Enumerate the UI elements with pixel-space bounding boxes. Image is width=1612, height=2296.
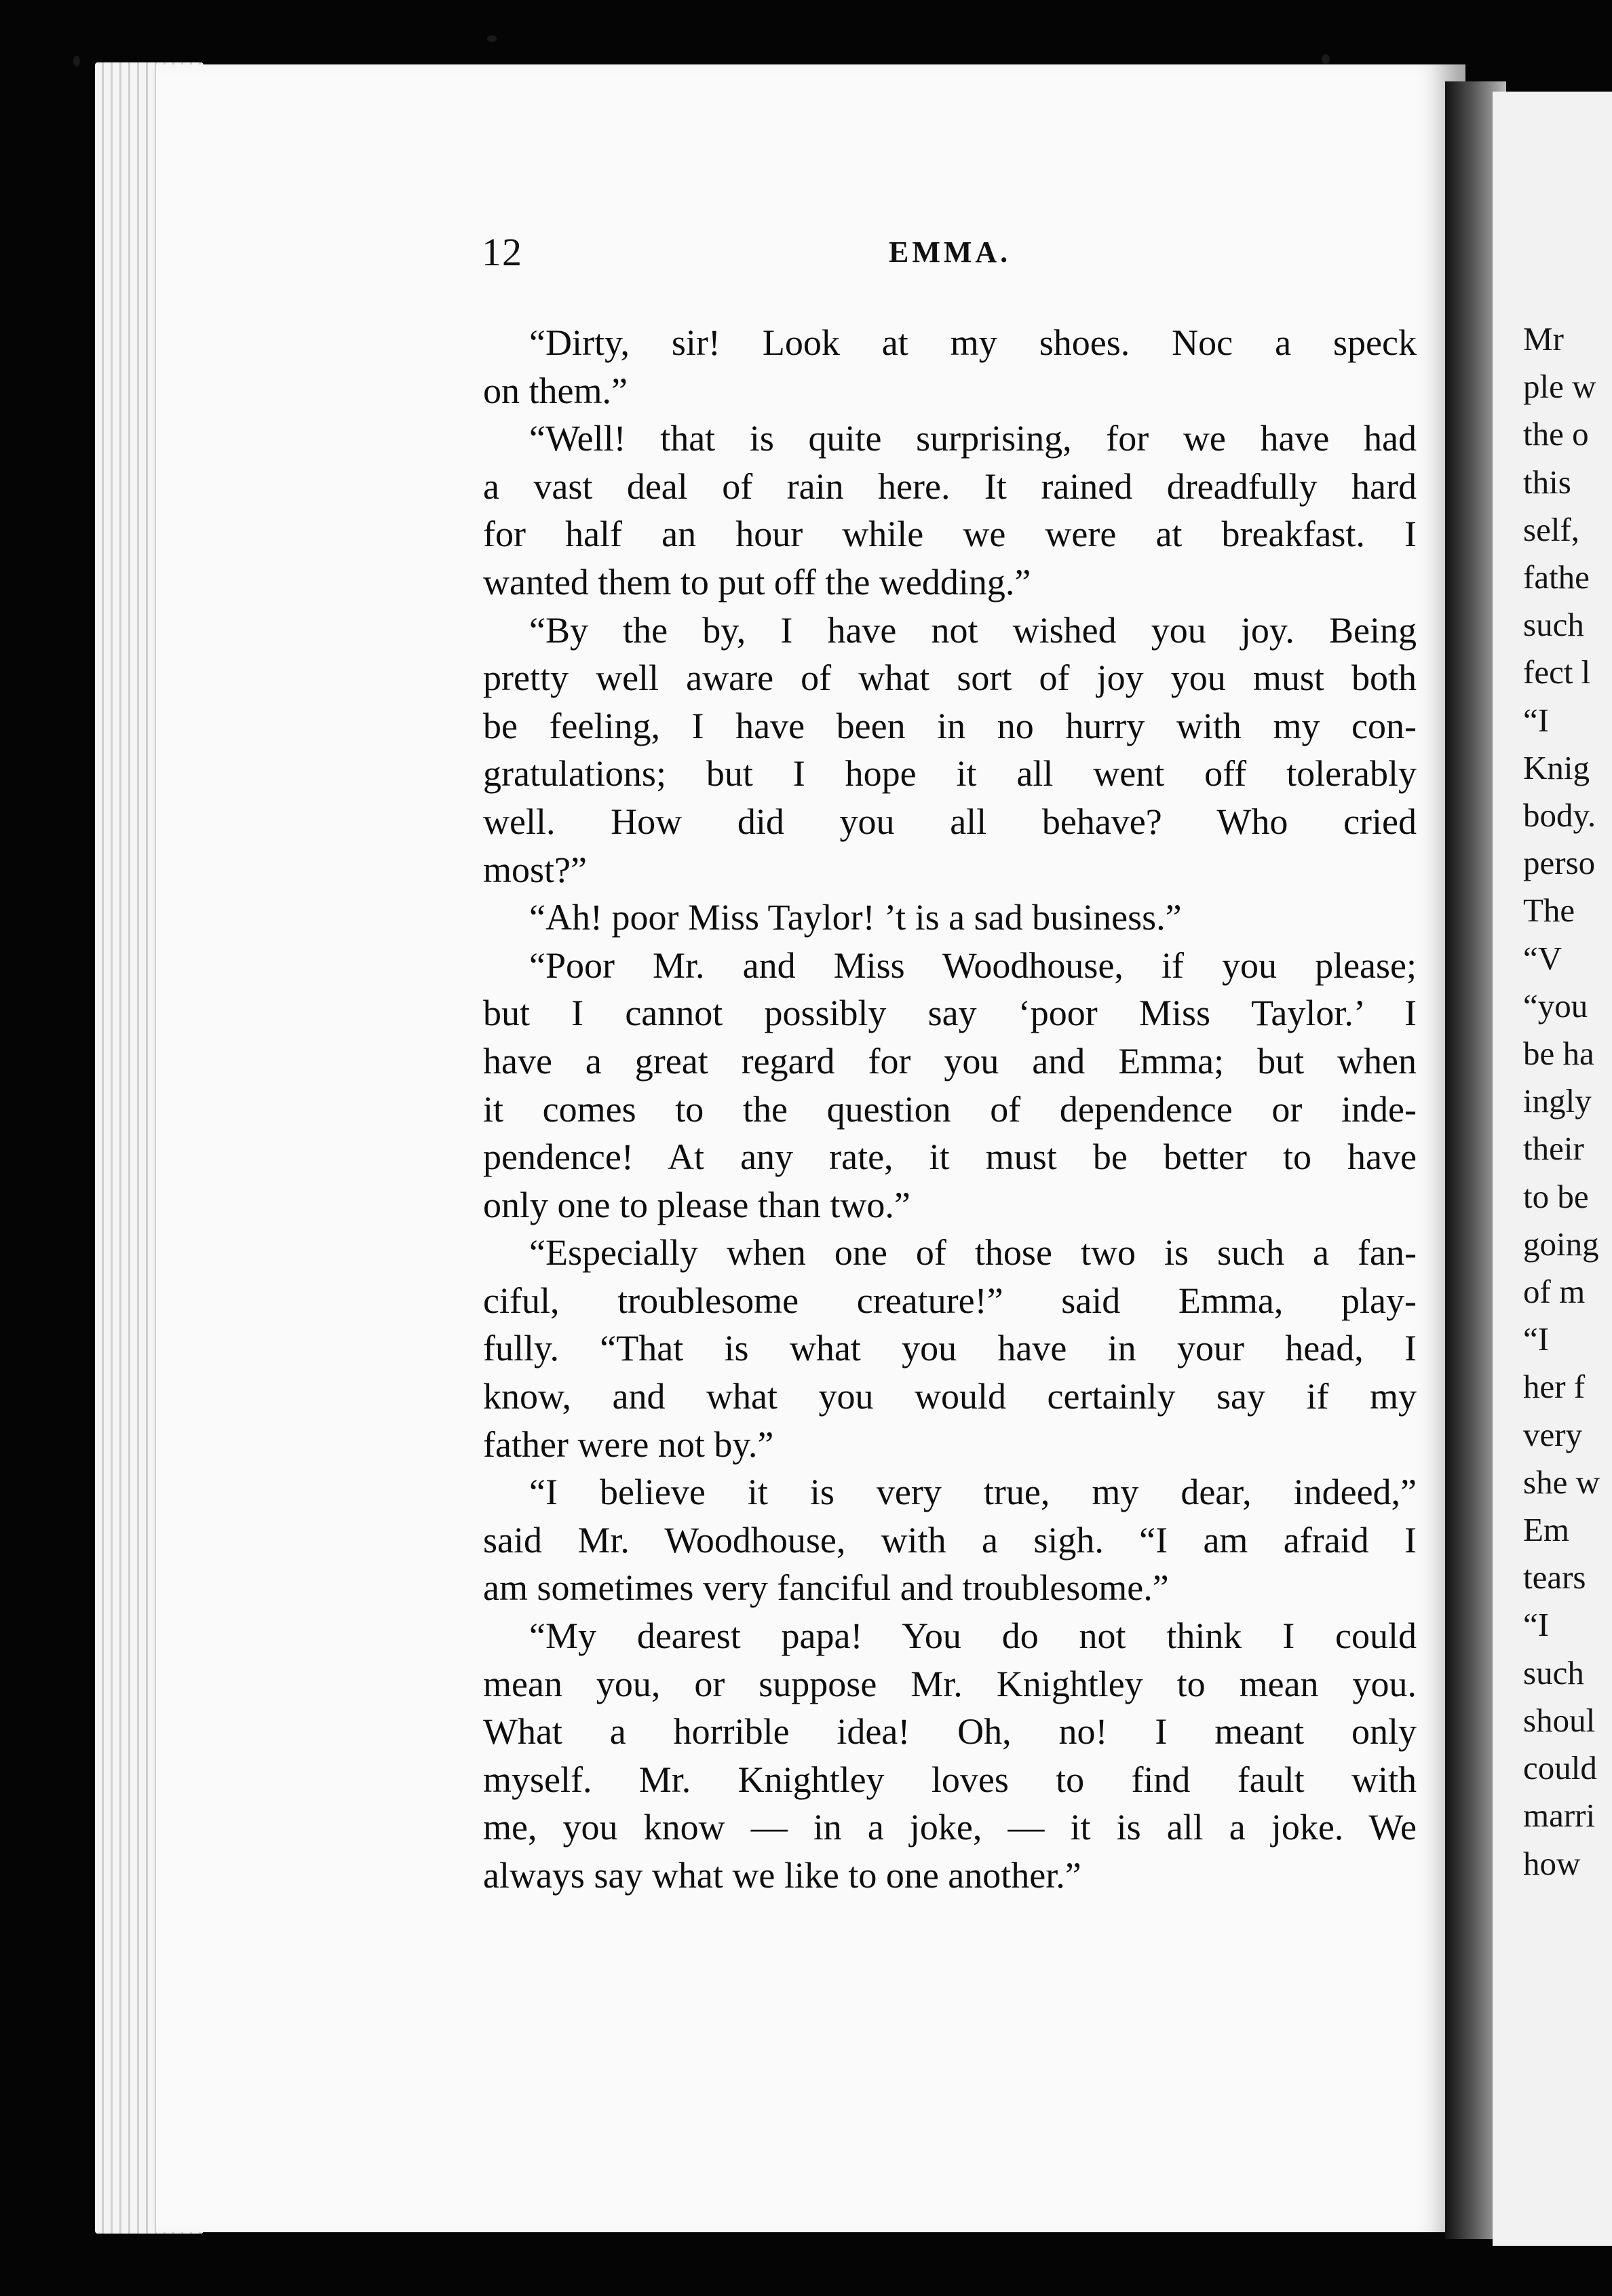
running-head — [482, 229, 1418, 277]
text-line: “Well! that is quite surprising, for we have had — [529, 418, 1417, 459]
scan-speck — [487, 35, 497, 42]
facing-line: Knig — [1523, 748, 1590, 786]
facing-line: Em — [1523, 1511, 1570, 1549]
body-text — [483, 319, 1417, 1900]
text-line: father were not by.” — [483, 1423, 774, 1465]
facing-line: The — [1523, 892, 1575, 930]
scan-speck — [73, 56, 80, 66]
facing-line: such — [1523, 606, 1584, 644]
text-line: said Mr. Woodhouse, with a sigh. “I am afraid I — [483, 1519, 1417, 1561]
text-line: “I believe it is very true, my dear, indeed,” — [529, 1472, 1417, 1513]
facing-line: how — [1523, 1844, 1581, 1882]
facing-line: ingly — [1523, 1082, 1592, 1120]
facing-line: perso — [1523, 844, 1596, 882]
text-line: mean you, or suppose Mr. Knightley to mean you. — [483, 1663, 1417, 1704]
text-line: “Especially when one of those two is such a fan- — [529, 1232, 1417, 1274]
text-line: but I cannot possibly say ‘poor Miss Taylor.’ I — [483, 993, 1417, 1034]
text-line: pretty well aware of what sort of joy you must both — [483, 657, 1417, 699]
text-line: “Dirty, sir! Look at my shoes. Noc a speck — [529, 322, 1417, 363]
facing-page — [1493, 92, 1612, 2246]
text-line: have a great regard for you and Emma; but when — [483, 1040, 1417, 1082]
page-number: 12 — [482, 230, 522, 274]
text-line: be feeling, I have been in no hurry with my con- — [483, 705, 1417, 746]
facing-line: she w — [1523, 1463, 1600, 1501]
facing-line: her f — [1523, 1368, 1586, 1406]
text-line: know, and what you would certainly say if my — [483, 1376, 1417, 1417]
text-line: myself. Mr. Knightley loves to find fault with — [483, 1759, 1417, 1800]
scan-speck — [1322, 54, 1330, 64]
text-line: am sometimes very fanciful and troublesome.” — [483, 1567, 1169, 1609]
facing-line: such — [1523, 1653, 1584, 1691]
facing-line: body. — [1523, 797, 1596, 835]
text-line: “Poor Mr. and Miss Woodhouse, if you please; — [529, 944, 1417, 986]
text-line: for half an hour while we were at breakfast. I — [483, 514, 1417, 555]
facing-line: “I — [1523, 701, 1550, 739]
text-line: gratulations; but I hope it all went off tolerably — [483, 753, 1417, 795]
facing-line: their — [1523, 1130, 1584, 1168]
text-line: me, you know — in a joke, — it is all a joke. We — [483, 1807, 1417, 1848]
text-line: ciful, troublesome creature!” said Emma, play- — [483, 1280, 1417, 1321]
facing-line: ple w — [1523, 368, 1596, 406]
text-line: What a horrible idea! Oh, no! I meant only — [483, 1711, 1417, 1753]
text-line: on them.” — [483, 370, 628, 411]
text-line: fully. “That is what you have in your head, I — [483, 1328, 1417, 1369]
facing-line: this — [1523, 463, 1571, 501]
facing-line: very — [1523, 1415, 1583, 1453]
facing-line: “I — [1523, 1320, 1550, 1358]
text-line: most?” — [483, 849, 587, 890]
facing-line: shoul — [1523, 1701, 1596, 1739]
facing-line: to be — [1523, 1177, 1589, 1215]
text-line: always say what we like to one another.” — [483, 1855, 1081, 1896]
facing-line: going — [1523, 1225, 1599, 1263]
text-line: pendence! At any rate, it must be better to have — [483, 1136, 1417, 1178]
facing-line: tears — [1523, 1558, 1586, 1596]
facing-line: “V — [1523, 939, 1562, 977]
facing-line: self, — [1523, 510, 1579, 548]
text-line: “By the by, I have not wished you joy. Being — [529, 609, 1417, 651]
text-line: only one to please than two.” — [483, 1184, 910, 1225]
facing-line: fect l — [1523, 653, 1591, 691]
text-line: wanted them to put off the wedding.” — [483, 561, 1031, 602]
facing-line: Mr — [1523, 320, 1564, 358]
page-title: EMMA. — [889, 235, 1012, 269]
facing-page-text — [1493, 315, 1600, 1888]
facing-line: marri — [1523, 1797, 1596, 1835]
facing-line: of m — [1523, 1273, 1586, 1311]
text-line: a vast deal of rain here. It rained dreadfully hard — [483, 465, 1417, 507]
facing-line: “you — [1523, 987, 1588, 1025]
text-line: “Ah! poor Miss Taylor! ’t is a sad business.” — [529, 897, 1182, 938]
text-line: it comes to the question of dependence or inde- — [483, 1088, 1417, 1130]
facing-line: the o — [1523, 415, 1589, 453]
facing-line: could — [1523, 1749, 1597, 1787]
facing-line: “I — [1523, 1606, 1550, 1644]
text-line: “My dearest papa! You do not think I could — [529, 1615, 1417, 1657]
text-line: well. How did you all behave? Who cried — [483, 801, 1417, 842]
facing-line: fathe — [1523, 558, 1590, 596]
facing-line: be ha — [1523, 1035, 1594, 1073]
